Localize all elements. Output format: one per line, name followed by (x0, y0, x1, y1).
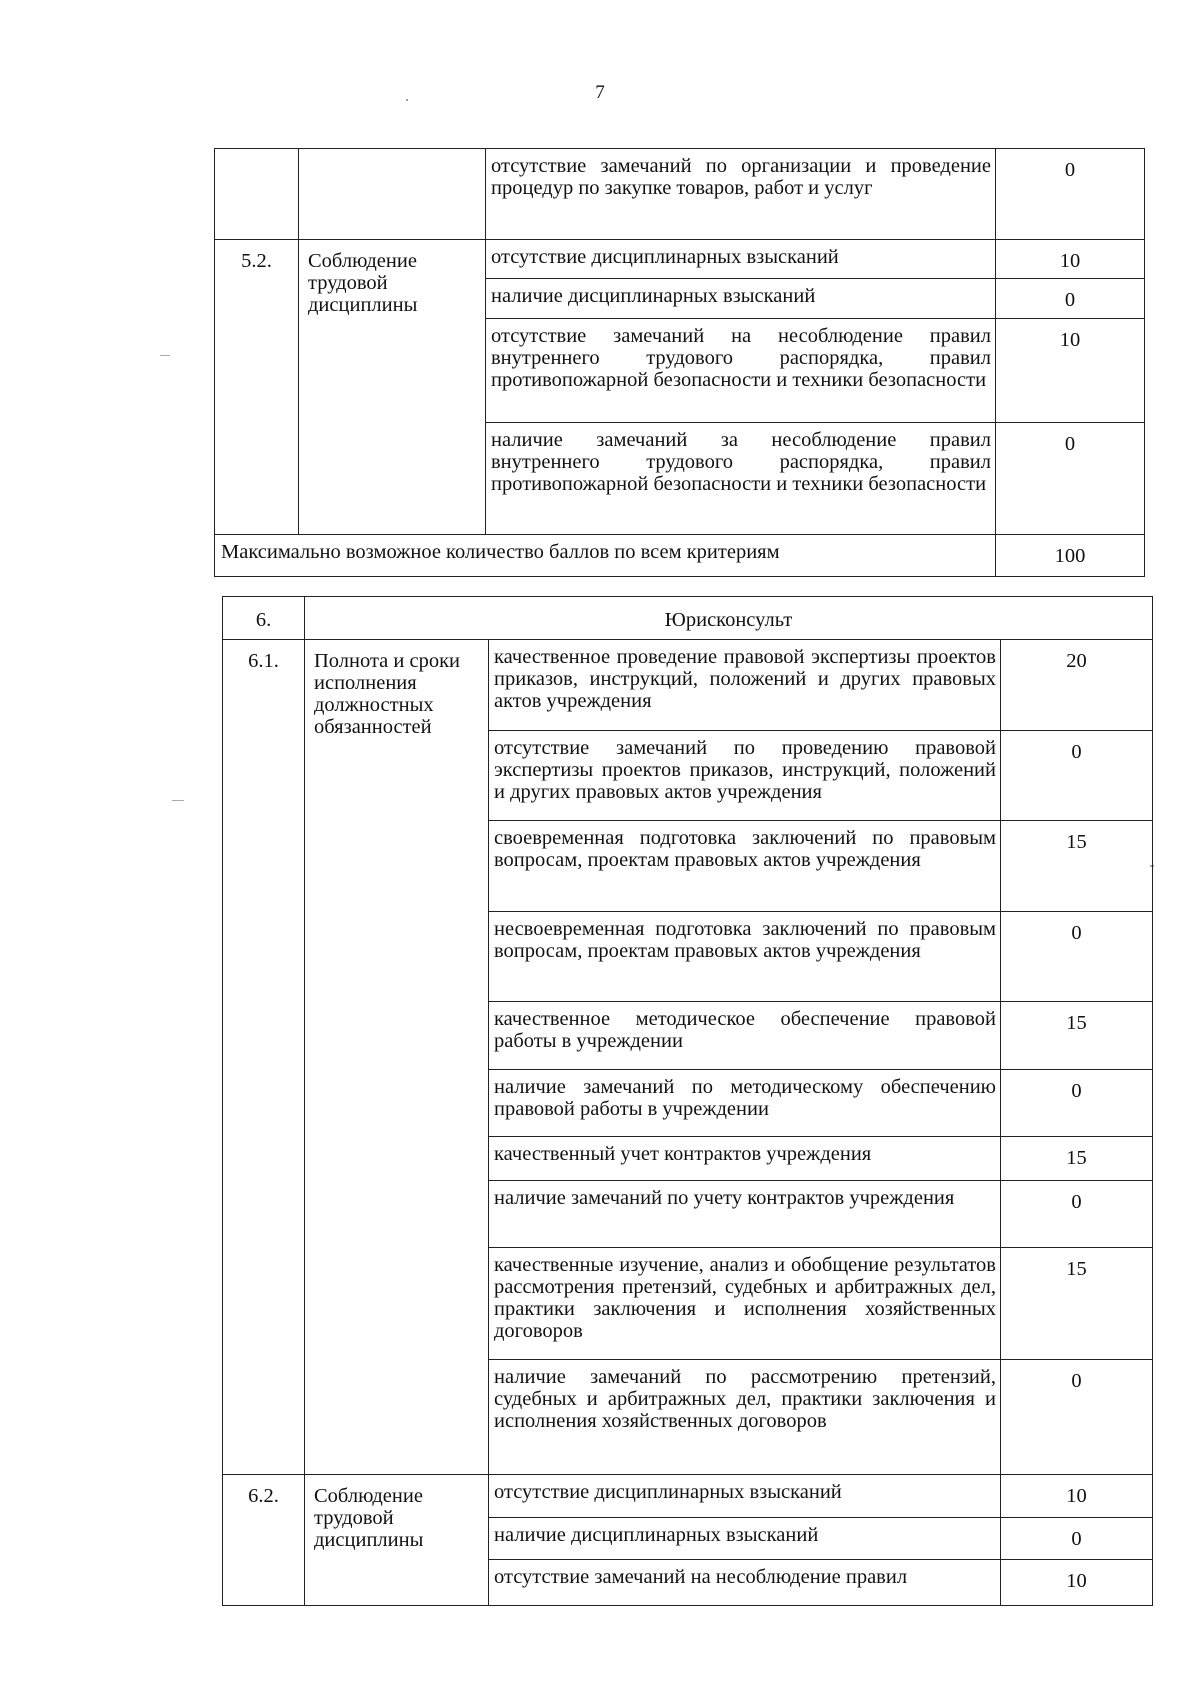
criterion-title: Соблюдение трудовой дисциплины (305, 1475, 489, 1606)
indicator-description: качественное проведение правовой экспертизы проектов приказов, инструкций, положений и других правовых актов учреждения (489, 640, 1001, 731)
scan-mark (172, 800, 184, 801)
table-row (215, 149, 1145, 240)
criteria-table-part2 (222, 596, 1153, 1606)
scan-speck (406, 99, 408, 101)
indicator-score: 20 (1001, 640, 1153, 731)
indicator-score: 0 (1001, 1518, 1153, 1560)
section-number: 6. (223, 597, 305, 640)
indicator-score: 15 (1001, 1137, 1153, 1181)
indicator-description: отсутствие замечаний по проведению правовой экспертизы проектов приказов, инструкций, положений и других правовых актов учреждения (489, 731, 1001, 821)
indicator-score: 10 (996, 319, 1145, 423)
section-title: Юрисконсульт (305, 597, 1153, 640)
section-row (223, 597, 1153, 640)
indicator-description: наличие замечаний по рассмотрению претензий, судебных и арбитражных дел, практики заключения и исполнения хозяйственных договоров (489, 1360, 1001, 1475)
criterion-title: Соблюдение трудовой дисциплины (299, 240, 486, 535)
page-number: 7 (595, 82, 605, 103)
indicator-description: наличие замечаний за несоблюдение правил внутреннего трудового распорядка, правил противопожарной безопасности и техники безопасности (486, 423, 996, 535)
indicator-description: отсутствие дисциплинарных взысканий (486, 240, 996, 279)
indicator-score: 0 (996, 149, 1145, 240)
criterion-number: 6.2. (223, 1475, 305, 1606)
indicator-score: 10 (996, 240, 1145, 279)
indicator-score: 0 (1001, 912, 1153, 1002)
indicator-description: отсутствие дисциплинарных взысканий (489, 1475, 1001, 1518)
table-row (223, 1475, 1153, 1518)
indicator-score: 0 (1001, 731, 1153, 821)
indicator-score: 15 (1001, 1002, 1153, 1070)
indicator-score: 10 (1001, 1475, 1153, 1518)
indicator-score: 0 (996, 279, 1145, 319)
table-row (215, 240, 1145, 279)
indicator-description: качественное методическое обеспечение правовой работы в учреждении (489, 1002, 1001, 1070)
indicator-description: отсутствие замечаний по организации и проведение процедур по закупке товаров, работ и услуг (486, 149, 996, 240)
indicator-description: наличие дисциплинарных взысканий (489, 1518, 1001, 1560)
criteria-table-part1 (214, 148, 1145, 577)
criterion-number: 5.2. (215, 240, 299, 535)
indicator-score: 15 (1001, 821, 1153, 912)
indicator-score: 0 (1001, 1181, 1153, 1248)
indicator-description: отсутствие замечаний на несоблюдение правил внутреннего трудового распорядка, правил противопожарной безопасности и техники безопасности (486, 319, 996, 423)
indicator-description: наличие дисциплинарных взысканий (486, 279, 996, 319)
total-row (215, 535, 1145, 577)
criterion-title (299, 149, 486, 240)
total-score: 100 (996, 535, 1145, 577)
indicator-score: 15 (1001, 1248, 1153, 1360)
scan-mark (160, 355, 170, 356)
criterion-number (215, 149, 299, 240)
criterion-number: 6.1. (223, 640, 305, 1475)
indicator-description: своевременная подготовка заключений по правовым вопросам, проектам правовых актов учреждения (489, 821, 1001, 912)
indicator-description: качественные изучение, анализ и обобщение результатов рассмотрения претензий, судебных и арбитражных дел, практики заключения и исполнения хозяйственных договоров (489, 1248, 1001, 1360)
indicator-score: 0 (996, 423, 1145, 535)
indicator-score: 0 (1001, 1070, 1153, 1137)
indicator-score: 10 (1001, 1560, 1153, 1606)
indicator-description: качественный учет контрактов учреждения (489, 1137, 1001, 1181)
indicator-description: несвоевременная подготовка заключений по правовым вопросам, проектам правовых актов учреждения (489, 912, 1001, 1002)
indicator-score: 0 (1001, 1360, 1153, 1475)
table-row (223, 640, 1153, 731)
indicator-description: отсутствие замечаний на несоблюдение правил (489, 1560, 1001, 1606)
criterion-title: Полнота и сроки исполнения должностных обязанностей (305, 640, 489, 1475)
indicator-description: наличие замечаний по учету контрактов учреждения (489, 1181, 1001, 1248)
total-label: Максимально возможное количество баллов по всем критериям (215, 535, 996, 577)
indicator-description: наличие замечаний по методическому обеспечению правовой работы в учреждении (489, 1070, 1001, 1137)
